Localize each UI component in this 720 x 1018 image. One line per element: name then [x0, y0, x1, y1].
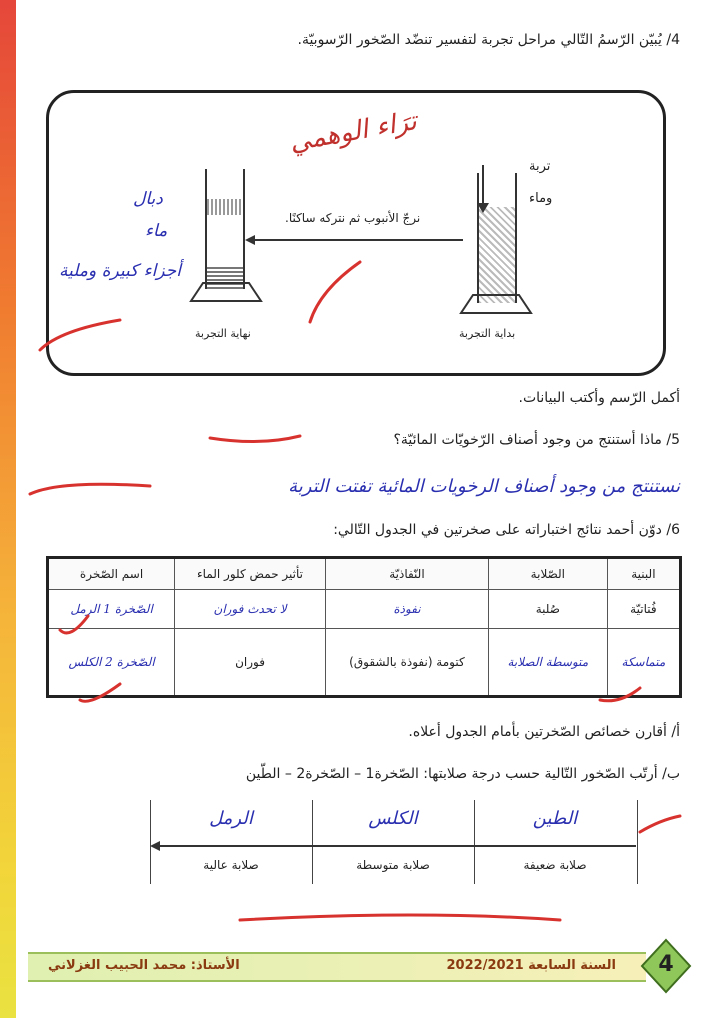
cell-r1-hardness: صُلبة: [488, 590, 607, 629]
instruction: أكمل الرّسم وأكتب البيانات.: [518, 390, 680, 406]
header-structure: البنية: [607, 558, 680, 590]
footer-bar: [28, 952, 646, 982]
end-stand: [189, 281, 263, 303]
order-label-1: صلابة ضعيفة: [523, 858, 587, 872]
process-arrow-icon: [245, 233, 465, 247]
cell-r1-name: الصّخرة 1 الرمل: [48, 590, 175, 629]
header-permeability: النّفاذيّة: [325, 558, 488, 590]
cell-r1-permeability: نفوذة: [325, 590, 488, 629]
hardness-order: [150, 800, 636, 884]
cell-r2-name: الصّخرة 2 الكلس: [48, 629, 175, 697]
end-caption: نهاية التجربة: [195, 327, 251, 340]
experiment-diagram: [46, 90, 666, 376]
label-particles: أجزاء كبيرة وملية: [59, 261, 181, 281]
start-label-soil: تربة: [529, 159, 551, 174]
results-table: [46, 556, 682, 698]
page-number: 4: [658, 952, 674, 977]
cell-r2-structure: متماسكة: [607, 629, 680, 697]
pour-arrow-icon: [473, 165, 493, 215]
header-acid: تأثير حمض كلور الماء: [175, 558, 326, 590]
order-answer-2: الكلس: [368, 808, 418, 829]
footer-teacher: الأستاذ: محمد الحبيب الغزلاني: [48, 958, 240, 973]
order-label-3: صلابة عالية: [203, 858, 259, 872]
answer-5: نستنتج من وجود أصناف الرخويات المائية تفتت التربة: [288, 476, 680, 497]
cell-r2-acid: فوران: [175, 629, 326, 697]
question-a: أ/ أقارن خصائص الصّخرتين بأمام الجدول أعلاه.: [408, 724, 680, 740]
grade-note: ترَاء الوهمي: [287, 106, 419, 158]
header-hardness: الصّلابة: [488, 558, 607, 590]
label-water: ماء: [145, 221, 168, 241]
cell-r1-acid: لا تحدث فوران: [175, 590, 326, 629]
cell-r2-permeability: كتومة (نفوذة بالشقوق): [325, 629, 488, 697]
label-humus: دبال: [133, 189, 163, 209]
end-tube: [205, 169, 245, 289]
cell-r2-hardness: متوسطة الصلابة: [488, 629, 607, 697]
arrow-text: نرجّ الأنبوب ثم نتركه ساكنًا.: [285, 211, 421, 225]
start-label-water: وماء: [529, 191, 553, 206]
cell-r1-structure: فُتاتيّة: [607, 590, 680, 629]
order-answer-1: الطين: [532, 808, 578, 829]
start-stand: [459, 293, 533, 315]
color-sidebar: [0, 0, 16, 1018]
question-6-title: 6/ دوّن أحمد نتائج اختباراته على صخرتين في الجدول التّالي:: [333, 522, 680, 538]
page-number-badge: [640, 938, 692, 994]
header-rock-name: اسم الصّخرة: [48, 558, 175, 590]
footer-year: السنة السابعة 2022/2021: [446, 958, 616, 973]
question-5: 5/ ماذا أستنتج من وجود أصناف الرّخويّات المائيّة؟: [393, 432, 680, 448]
question-4-title: 4/ يُبيّن الرّسمُ التّالي مراحل تجربة لتفسير تنضّد الصّخور الرّسوبيّة.: [297, 32, 680, 48]
question-b: ب/ أرتّب الصّخور التّالية حسب درجة صلابتها: الصّخرة1 – الصّخرة2 – الطّين: [245, 766, 680, 782]
order-answer-3: الرمل: [209, 808, 253, 829]
order-label-2: صلابة متوسطة: [356, 858, 430, 872]
order-arrow-icon: [150, 840, 636, 852]
start-caption: بداية التجربة: [459, 327, 516, 340]
